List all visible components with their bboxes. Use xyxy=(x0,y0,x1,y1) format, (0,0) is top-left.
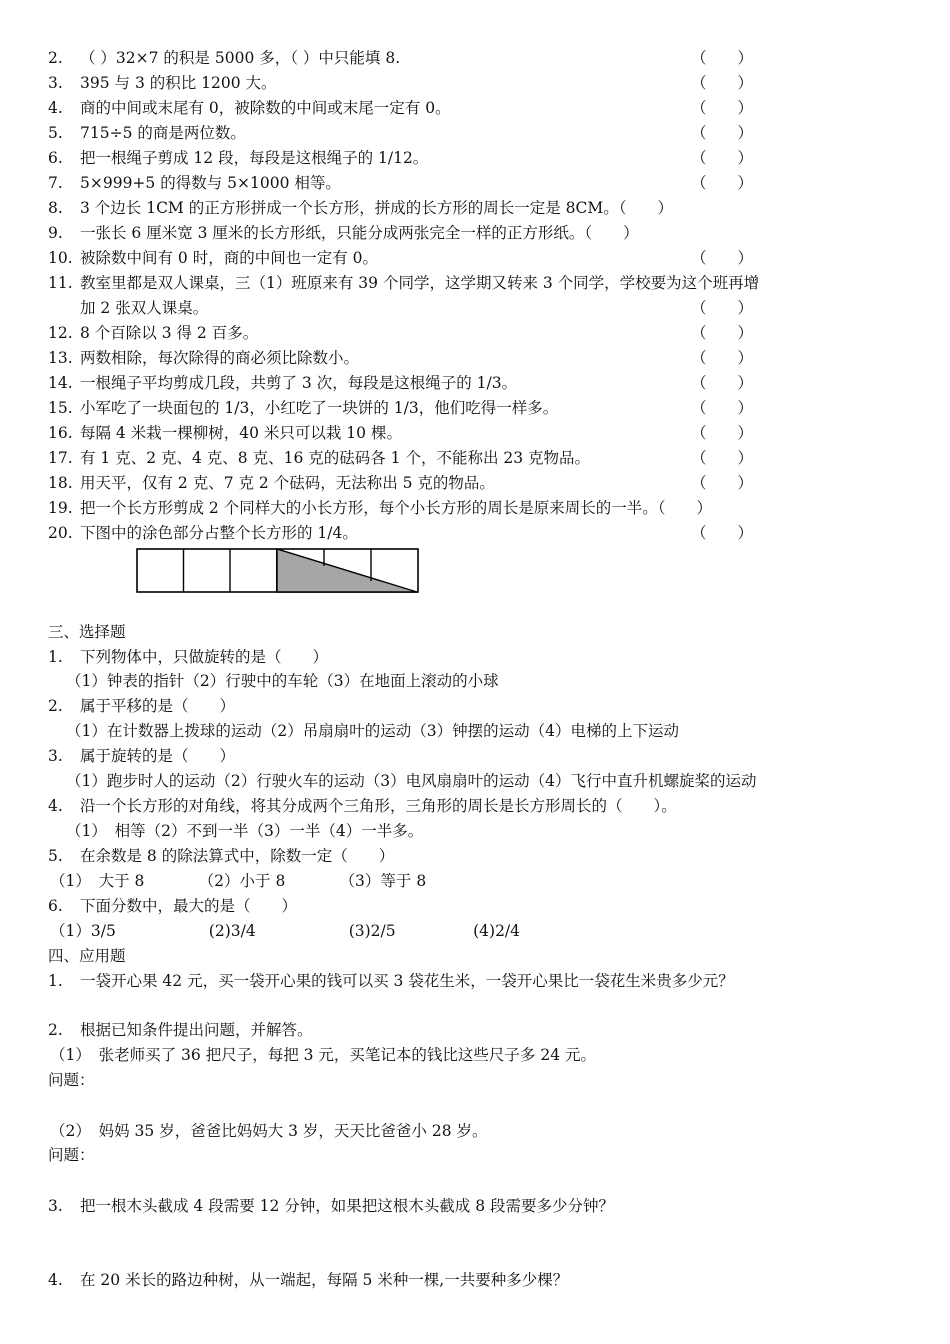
options-text: （1） 相等（2）不到一半（3）一半（4）一半多。 xyxy=(66,822,424,840)
judge-item-number: 15. xyxy=(48,399,73,417)
answer-parentheses: （ ） xyxy=(691,399,754,417)
judge-item-text: 一根绳子平均剪成几段，共剪了 3 次，每段是这根绳子的 1/3。 xyxy=(80,374,518,392)
judge-item-number: 12. xyxy=(48,324,73,342)
judge-item-number: 17. xyxy=(48,449,73,467)
judge-item-text: 加 2 张双人课桌。 xyxy=(80,299,209,317)
judge-item-text: 教室里都是双人课桌，三（1）班原来有 39 个同学，这学期又转来 3 个同学，学校要为这个班再增 xyxy=(80,274,760,292)
judge-item-number: 4. xyxy=(48,99,63,117)
answer-parentheses: （ ） xyxy=(691,324,754,342)
question-text: 下列物体中，只做旋转的是（ ） xyxy=(80,648,329,666)
answer-parentheses: （ ） xyxy=(691,349,754,367)
answer-parentheses: （ ） xyxy=(691,449,754,467)
question-number: 5. xyxy=(48,847,63,865)
question-number: 3. xyxy=(48,747,63,765)
section-title: 三、选择题 xyxy=(48,623,126,641)
question-number: 2. xyxy=(48,697,63,715)
judge-item-number: 9. xyxy=(48,224,63,242)
problem-number: 2. xyxy=(48,1021,63,1039)
problem-text: 把一根木头截成 4 段需要 12 分钟，如果把这根木头截成 8 段需要多少分钟？ xyxy=(80,1197,615,1215)
judge-item-text: 把一个长方形剪成 2 个同样大的小长方形，每个小长方形的周长是原来周长的一半。（ ） xyxy=(80,499,712,517)
judge-item-number: 6. xyxy=(48,149,63,167)
judge-item-number: 11. xyxy=(48,274,73,292)
answer-parentheses: （ ） xyxy=(691,99,754,117)
judge-item-number: 3. xyxy=(48,74,63,92)
judge-item-text: 把一根绳子剪成 12 段，每段是这根绳子的 1/12。 xyxy=(80,149,429,167)
answer-parentheses: （ ） xyxy=(691,474,754,492)
problem-text: （1） 张老师买了 36 把尺子，每把 3 元，买笔记本的钱比这些尺子多 24 元。 xyxy=(50,1046,596,1064)
judge-item-number: 13. xyxy=(48,349,73,367)
answer-parentheses: （ ） xyxy=(691,249,754,267)
question-text: 在余数是 8 的除法算式中，除数一定（ ） xyxy=(80,847,395,865)
answer-parentheses: （ ） xyxy=(691,49,754,67)
judge-item-number: 16. xyxy=(48,424,73,442)
shaded-triangle xyxy=(277,549,417,592)
judge-item-text: 715÷5 的商是两位数。 xyxy=(80,124,246,142)
question-text: 下面分数中，最大的是（ ） xyxy=(80,897,298,915)
answer-parentheses: （ ） xyxy=(691,424,754,442)
judge-item-text: 小军吃了一块面包的 1/3，小红吃了一块饼的 1/3，他们吃得一样多。 xyxy=(80,399,559,417)
problem-text: 问题： xyxy=(48,1071,95,1089)
answer-parentheses: （ ） xyxy=(691,374,754,392)
problem-number: 1. xyxy=(48,972,63,990)
judge-item-text: 3 个边长 1CM 的正方形拼成一个长方形，拼成的长方形的周长一定是 8CM。（ ） xyxy=(80,199,674,217)
judge-item-number: 14. xyxy=(48,374,73,392)
options-text: （1） 大于 8 （2）小于 8 （3）等于 8 xyxy=(50,872,427,890)
judge-item-number: 20. xyxy=(48,524,73,542)
question-text: 属于平移的是（ ） xyxy=(80,697,236,715)
options-text: （1）跑步时人的运动（2）行驶火车的运动（3）电风扇扇叶的运动（4）飞行中直升机螺旋桨的运动 xyxy=(66,772,757,790)
judge-item-text: 有 1 克、2 克、4 克、8 克、16 克的砝码各 1 个，不能称出 23 克物品。 xyxy=(80,449,591,467)
judge-item-number: 19. xyxy=(48,499,73,517)
question-text: 沿一个长方形的对角线，将其分成两个三角形，三角形的周长是长方形周长的（ ）。 xyxy=(80,797,677,815)
judge-item-text: 下图中的涂色部分占整个长方形的 1/4。 xyxy=(80,524,358,542)
judge-item-number: 8. xyxy=(48,199,63,217)
judge-item-text: 被除数中间有 0 时，商的中间也一定有 0。 xyxy=(80,249,379,267)
question-text: 属于旋转的是（ ） xyxy=(80,747,236,765)
problem-text: 一袋开心果 42 元，买一袋开心果的钱可以买 3 袋花生米，一袋开心果比一袋花生米贵多少元？ xyxy=(80,972,734,990)
section-title: 四、应用题 xyxy=(48,947,126,965)
problem-text: 根据已知条件提出问题，并解答。 xyxy=(80,1021,313,1039)
shaded-rectangle-figure xyxy=(136,548,420,594)
judge-item-number: 7. xyxy=(48,174,63,192)
judge-item-text: 每隔 4 米栽一棵柳树，40 米只可以栽 10 棵。 xyxy=(80,424,402,442)
question-number: 6. xyxy=(48,897,63,915)
judge-item-text: 商的中间或末尾有 0，被除数的中间或末尾一定有 0。 xyxy=(80,99,451,117)
answer-parentheses: （ ） xyxy=(691,74,754,92)
answer-parentheses: （ ） xyxy=(691,524,754,542)
options-text: （1）3/5 (2)3/4 (3)2/5 (4)2/4 xyxy=(50,922,521,940)
judge-item-number: 2. xyxy=(48,49,63,67)
judge-item-text: 一张长 6 厘米宽 3 厘米的长方形纸，只能分成两张完全一样的正方形纸。（ ） xyxy=(80,224,639,242)
judge-item-text: 5×999+5 的得数与 5×1000 相等。 xyxy=(80,174,341,192)
options-text: （1）钟表的指针（2）行驶中的车轮（3）在地面上滚动的小球 xyxy=(66,672,499,690)
judge-item-number: 10. xyxy=(48,249,73,267)
judge-item-text: （ ）32×7 的积是 5000 多，（ ）中只能填 8. xyxy=(80,49,401,67)
problem-number: 3. xyxy=(48,1197,63,1215)
judge-item-number: 5. xyxy=(48,124,63,142)
judge-item-text: 两数相除，每次除得的商必须比除数小。 xyxy=(80,349,360,367)
question-number: 4. xyxy=(48,797,63,815)
options-text: （1）在计数器上拨球的运动（2）吊扇扇叶的运动（3）钟摆的运动（4）电梯的上下运动 xyxy=(66,722,679,740)
problem-number: 4. xyxy=(48,1271,63,1289)
judge-item-number: 18. xyxy=(48,474,73,492)
answer-parentheses: （ ） xyxy=(691,149,754,167)
judge-item-text: 8 个百除以 3 得 2 百多。 xyxy=(80,324,259,342)
judge-item-text: 用天平，仅有 2 克、7 克 2 个砝码，无法称出 5 克的物品。 xyxy=(80,474,495,492)
answer-parentheses: （ ） xyxy=(691,174,754,192)
judge-item-text: 395 与 3 的积比 1200 大。 xyxy=(80,74,277,92)
problem-text: 问题： xyxy=(48,1146,95,1164)
answer-parentheses: （ ） xyxy=(691,299,754,317)
problem-text: 在 20 米长的路边种树，从一端起，每隔 5 米种一棵,一共要种多少棵？ xyxy=(80,1271,569,1289)
answer-parentheses: （ ） xyxy=(691,124,754,142)
problem-text: （2） 妈妈 35 岁，爸爸比妈妈大 3 岁，天天比爸爸小 28 岁。 xyxy=(50,1122,488,1140)
question-number: 1. xyxy=(48,648,63,666)
